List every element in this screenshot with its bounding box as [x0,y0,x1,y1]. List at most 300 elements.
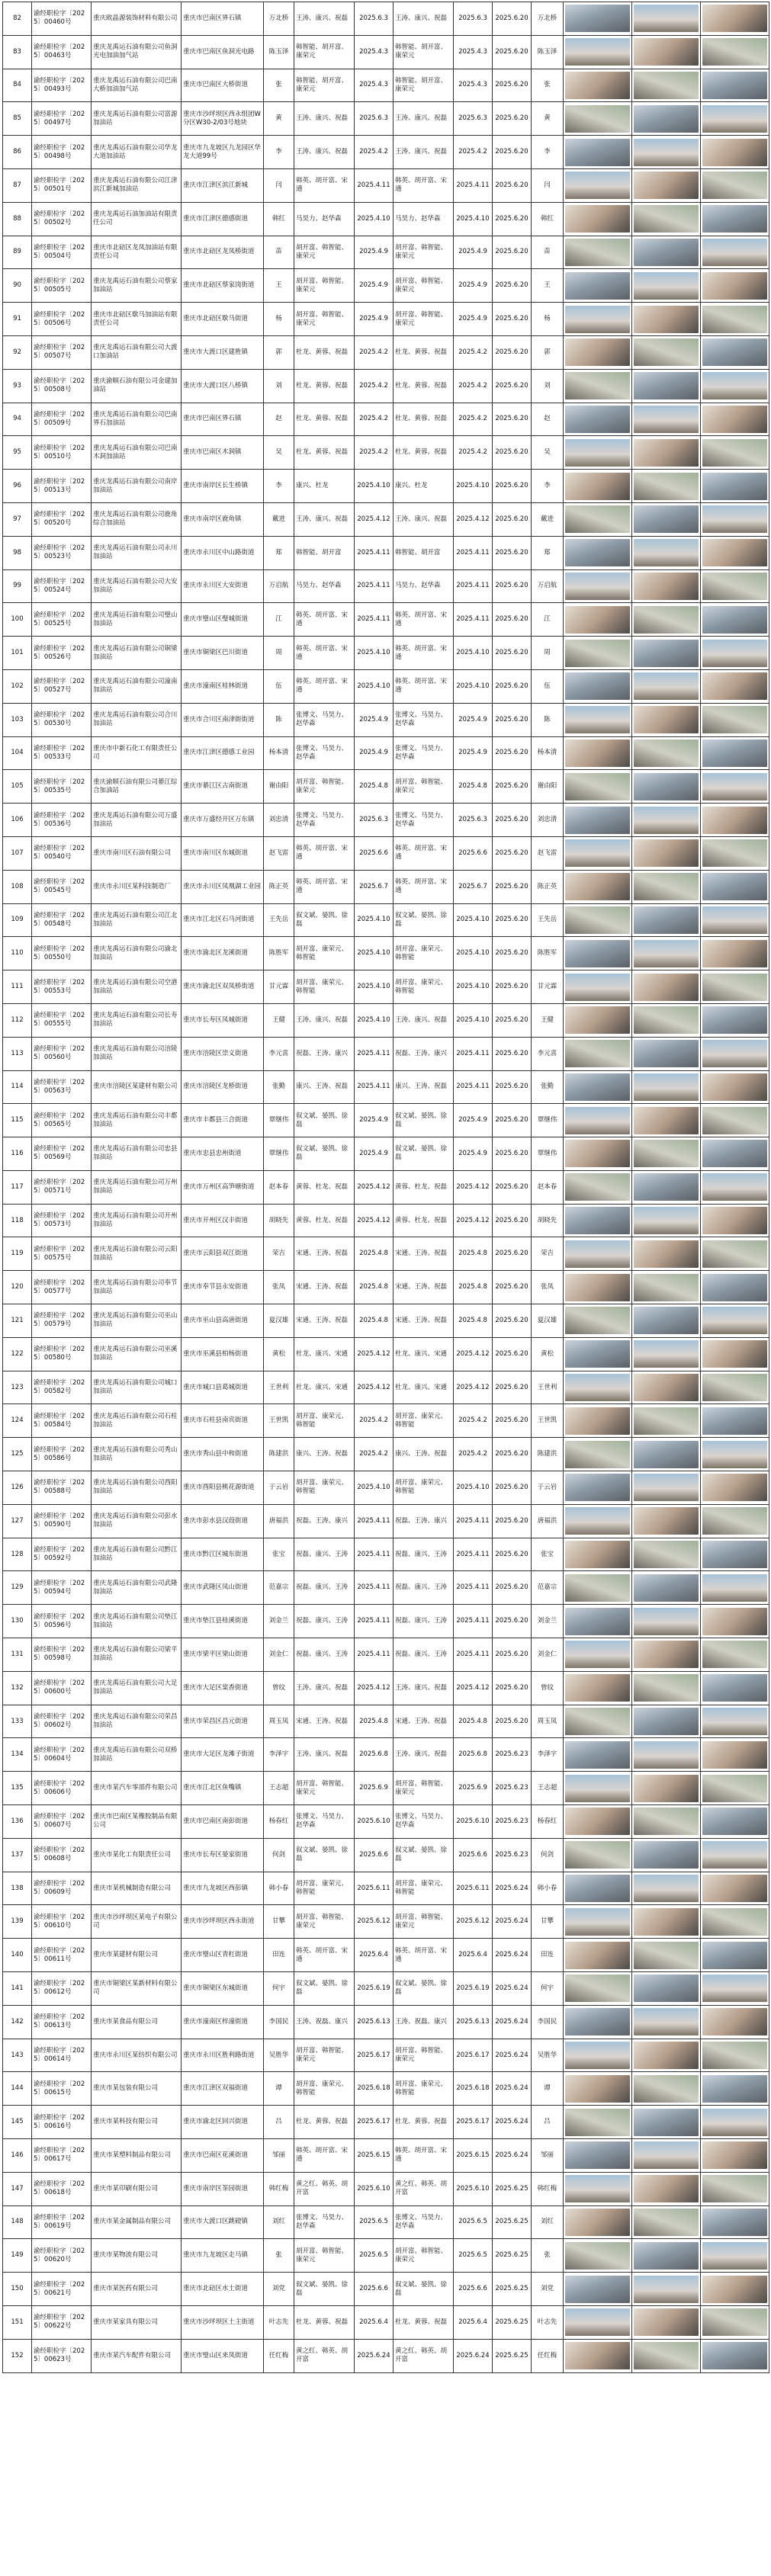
site-photo-image [702,1775,767,1802]
inspection-date-cell: 2025.4.12 [355,1371,394,1404]
site-photo-image [702,2075,767,2103]
inspectors-cell: 康兴、王涛、祝磊 [294,1070,355,1104]
row-number-cell: 145 [3,2106,32,2139]
photo-cell [701,1738,769,1772]
inspectors-cell: 叙文斌、晏凯、徐磊 [294,903,355,937]
inspection-date-cell: 2025.4.8 [355,1237,394,1271]
person-in-charge-cell: 邹丽 [264,2139,294,2173]
photo-cell [632,1471,701,1505]
person-in-charge-cell: 张凤 [264,1271,294,1304]
photo-cell [564,1605,632,1638]
recheck-person-cell: 苗 [532,236,564,269]
inspectors-cell: 黄之红、韩英、胡开富 [294,2172,355,2205]
photo-cell [632,2239,701,2273]
site-photo-image [702,606,767,634]
company-name-cell: 重庆市某塑料制品有限公司 [92,2139,182,2173]
company-name-cell: 重庆市永川区某纺织有限公司 [92,2039,182,2072]
photo-cell [564,403,632,436]
site-photo-image [702,2276,767,2303]
table-row [3,2273,769,2306]
recheck-person-cell: 杨 [532,303,564,336]
site-photo-image [565,873,630,900]
table-row [3,1905,769,1939]
company-name-cell: 重庆市某家具有限公司 [92,2305,182,2339]
company-name-cell: 重庆龙禹运石油加油站有限责任公司 [92,202,182,236]
site-photo-image [565,1942,630,1969]
recheck-inspectors-cell: 杜龙、黄蓉、祝磊 [394,436,454,470]
inspection-date-cell: 2025.6.10 [355,1805,394,1839]
site-photo-image [565,1741,630,1769]
inspection-date-cell: 2025.6.11 [355,1872,394,1905]
recheck-inspectors-cell: 胡开富、韩智能、康荣元 [394,770,454,804]
inspection-date-cell: 2025.4.2 [355,335,394,369]
company-address-cell: 重庆市北碚区水土街道 [182,2273,264,2306]
person-in-charge-cell: 范嘉宗 [264,1571,294,1605]
company-address-cell: 重庆市铜梁区巴川街道 [182,637,264,670]
site-photo-image [702,2042,767,2069]
inspection-date-cell: 2025.4.8 [355,770,394,804]
company-address-cell: 重庆市巫溪县柏杨街道 [182,1337,264,1371]
row-number-cell: 121 [3,1304,32,1338]
company-name-cell: 重庆龙禹运石油有限公司大足加油站 [92,1671,182,1705]
recheck-time-cell: 2025.4.9 [454,736,493,770]
person-in-charge-cell: 江 [264,603,294,637]
recheck-date-cell: 2025.6.20 [493,669,532,703]
company-address-cell: 重庆市巴南区南彭街道 [182,1805,264,1839]
recheck-person-cell: 李 [532,470,564,503]
company-address-cell: 重庆市江北区鱼嘴镇 [182,1772,264,1805]
recheck-person-cell: 甘攀 [532,1905,564,1939]
inspectors-cell: 胡开富、韩智能、康荣元 [294,303,355,336]
site-photo-image [565,505,630,533]
site-photo-image [634,1307,699,1334]
table-row [3,2039,769,2072]
company-name-cell: 重庆龙禹运石油有限公司大安加油站 [92,569,182,603]
row-number-cell: 92 [3,335,32,369]
site-photo-image [634,1173,699,1201]
recheck-time-cell: 2025.6.5 [454,2239,493,2273]
inspection-date-cell: 2025.4.10 [355,637,394,670]
site-photo-image [634,1441,699,1468]
inspection-date-cell: 2025.6.3 [355,804,394,837]
person-in-charge-cell: 曾纹 [264,1671,294,1705]
document-number-cell: 渝经职检字〔2025〕00504号 [32,236,92,269]
company-address-cell: 重庆市梁平区梁山街道 [182,1638,264,1672]
table-row [3,1438,769,1471]
recheck-person-cell: 覃继伟 [532,1104,564,1137]
site-photo-image [702,473,767,500]
company-address-cell: 重庆市永川区凤凰湖工业园 [182,870,264,903]
document-number-cell: 渝经职检字〔2025〕00553号 [32,970,92,1004]
site-photo-image [702,306,767,333]
photo-cell [564,102,632,136]
inspectors-cell: 胡开富、韩智能、康荣元 [294,1772,355,1805]
recheck-date-cell: 2025.6.20 [493,870,532,903]
recheck-inspectors-cell: 张博文、马昊力、赵华森 [394,703,454,736]
recheck-person-cell: 王世凯 [532,1404,564,1438]
company-address-cell: 重庆市秀山县中和街道 [182,1438,264,1471]
company-address-cell: 重庆市璧山区璧城街道 [182,603,264,637]
photo-cell [564,1939,632,1972]
document-number-cell: 渝经职检字〔2025〕00530号 [32,703,92,736]
inspection-date-cell: 2025.4.8 [355,1304,394,1338]
recheck-date-cell: 2025.6.23 [493,1805,532,1839]
recheck-date-cell: 2025.6.24 [493,1905,532,1939]
recheck-person-cell: 何剑 [532,1838,564,1872]
recheck-date-cell: 2025.6.20 [493,1705,532,1738]
person-in-charge-cell: 甘攀 [264,1905,294,1939]
photo-cell [564,1705,632,1738]
document-number-cell: 渝经职检字〔2025〕00505号 [32,269,92,303]
recheck-person-cell: 谢由阳 [532,770,564,804]
recheck-date-cell: 2025.6.20 [493,1438,532,1471]
photo-cell [701,168,769,202]
company-name-cell: 重庆龙禹运石油有限公司忠县加油站 [92,1137,182,1171]
recheck-date-cell: 2025.6.20 [493,168,532,202]
site-photo-image [565,1775,630,1802]
inspection-date-cell: 2025.4.8 [355,1705,394,1738]
person-in-charge-cell: 甘元霖 [264,970,294,1004]
table-row [3,168,769,202]
person-in-charge-cell: 任红梅 [264,2339,294,2372]
photo-cell [701,937,769,970]
table-row [3,136,769,169]
document-number-cell: 渝经职检字〔2025〕00502号 [32,202,92,236]
site-photo-image [702,239,767,266]
person-in-charge-cell: 王健 [264,1003,294,1037]
inspectors-cell: 叙文斌、晏凯、徐磊 [294,1137,355,1171]
recheck-person-cell: 周玉凤 [532,1705,564,1738]
table-row [3,2239,769,2273]
photo-cell [564,2172,632,2205]
person-in-charge-cell: 王 [264,269,294,303]
photo-cell [564,603,632,637]
table-row [3,102,769,136]
inspection-date-cell: 2025.4.11 [355,536,394,569]
recheck-inspectors-cell: 叙文斌、晏凯、徐磊 [394,1972,454,2006]
company-name-cell: 重庆龙禹运石油有限公司巴南木洞加油站 [92,436,182,470]
row-number-cell: 140 [3,1939,32,1972]
site-photo-image [565,1140,630,1167]
site-photo-image [565,807,630,834]
inspectors-cell: 叙文斌、晏凯、徐磊 [294,1972,355,2006]
recheck-person-cell: 胡晓先 [532,1204,564,1237]
document-number-cell: 渝经职检字〔2025〕00586号 [32,1438,92,1471]
site-photo-image [702,2175,767,2202]
row-number-cell: 152 [3,2339,32,2372]
recheck-date-cell: 2025.6.20 [493,69,532,102]
recheck-inspectors-cell: 康兴、王涛、祝磊 [394,1070,454,1104]
site-photo-image [634,2276,699,2303]
inspection-date-cell: 2025.6.6 [355,836,394,870]
table-row [3,236,769,269]
document-number-cell: 渝经职检字〔2025〕00545号 [32,870,92,903]
inspectors-cell: 王涛、祝磊、康兴 [294,2005,355,2039]
recheck-date-cell: 2025.6.20 [493,603,532,637]
recheck-person-cell: 韩红 [532,202,564,236]
recheck-date-cell: 2025.6.25 [493,2239,532,2273]
site-photo-image [634,873,699,900]
site-photo-image [702,1107,767,1134]
person-in-charge-cell: 陈胜军 [264,937,294,970]
inspection-date-cell: 2025.4.10 [355,470,394,503]
photo-cell [632,1137,701,1171]
site-photo-image [565,1641,630,1668]
recheck-date-cell: 2025.6.20 [493,369,532,403]
photo-cell [632,2172,701,2205]
inspectors-cell: 韩智能、胡开富 [294,536,355,569]
recheck-time-cell: 2025.4.8 [454,770,493,804]
document-number-cell: 渝经职检字〔2025〕00550号 [32,937,92,970]
recheck-inspectors-cell: 胡开富、韩智能、康荣元 [394,303,454,336]
inspectors-cell: 杜龙、黄蓉、祝磊 [294,403,355,436]
site-photo-image [702,139,767,166]
site-photo-image [702,1875,767,1902]
company-address-cell: 重庆市大足区龙滩子街道 [182,1738,264,1772]
inspection-date-cell: 2025.4.11 [355,603,394,637]
row-number-cell: 97 [3,502,32,536]
inspection-date-cell: 2025.4.10 [355,903,394,937]
photo-cell [632,1671,701,1705]
company-name-cell: 重庆龙禹运石油有限公司合川加油站 [92,703,182,736]
photo-cell [701,403,769,436]
recheck-date-cell: 2025.6.25 [493,2205,532,2239]
recheck-person-cell: 陈 [532,703,564,736]
photo-cell [632,502,701,536]
site-photo-image [565,1374,630,1401]
site-photo-image [634,672,699,700]
photo-cell [632,269,701,303]
photo-cell [564,202,632,236]
person-in-charge-cell: 赵飞雷 [264,836,294,870]
site-photo-image [702,406,767,433]
recheck-time-cell: 2025.6.12 [454,1905,493,1939]
photo-cell [701,136,769,169]
site-photo-image [702,573,767,600]
person-in-charge-cell: 韩红梅 [264,2172,294,2205]
inspection-date-cell: 2025.6.5 [355,2205,394,2239]
row-number-cell: 101 [3,637,32,670]
inspection-date-cell: 2025.6.13 [355,2005,394,2039]
company-address-cell: 重庆市九龙坡区西彭镇 [182,1872,264,1905]
recheck-date-cell: 2025.6.20 [493,1137,532,1171]
site-photo-image [634,1240,699,1268]
photo-cell [701,335,769,369]
photo-cell [632,1237,701,1271]
inspection-date-cell: 2025.6.12 [355,1905,394,1939]
row-number-cell: 139 [3,1905,32,1939]
photo-cell [632,2205,701,2239]
company-name-cell: 重庆市沙坪坝区某电子有限公司 [92,1905,182,1939]
photo-cell [701,436,769,470]
photo-cell [632,369,701,403]
row-number-cell: 89 [3,236,32,269]
site-photo-image [634,1641,699,1668]
recheck-inspectors-cell: 韩英、胡开富、宋通 [394,870,454,903]
photo-cell [564,2239,632,2273]
photo-cell [632,236,701,269]
recheck-person-cell: 何宇 [532,1972,564,2006]
photo-cell [632,2106,701,2139]
photo-cell [564,1271,632,1304]
company-name-cell: 重庆龙禹运石油有限公司奉节加油站 [92,1271,182,1304]
recheck-date-cell: 2025.6.20 [493,1003,532,1037]
site-photo-image [702,1808,767,1835]
site-photo-image [634,2075,699,2103]
site-photo-image [702,1975,767,2002]
recheck-person-cell: 张凤 [532,1271,564,1304]
inspection-date-cell: 2025.4.11 [355,1070,394,1104]
document-number-cell: 渝经职检字〔2025〕00579号 [32,1304,92,1338]
site-photo-image [702,2109,767,2136]
recheck-person-cell: 万北桥 [532,2,564,36]
inspectors-cell: 马昊力、赵华森 [294,569,355,603]
site-photo-image [565,839,630,867]
inspection-date-cell: 2025.4.2 [355,369,394,403]
photo-cell [632,1538,701,1571]
person-in-charge-cell: 刘 [264,369,294,403]
site-photo-image [702,873,767,900]
recheck-person-cell: 王志超 [532,1772,564,1805]
site-photo-image [634,1474,699,1501]
recheck-person-cell: 叶志先 [532,2305,564,2339]
person-in-charge-cell: 郭 [264,335,294,369]
company-address-cell: 重庆市铜梁区东城街道 [182,1972,264,2006]
site-photo-image [565,2008,630,2035]
photo-cell [701,836,769,870]
recheck-person-cell: 赵本春 [532,1170,564,1204]
recheck-inspectors-cell: 王涛、康兴、祝磊 [394,136,454,169]
document-number-cell: 渝经职检字〔2025〕00575号 [32,1237,92,1271]
site-photo-image [702,2308,767,2336]
site-photo-image [634,372,699,399]
photo-cell [632,770,701,804]
photo-cell [564,2305,632,2339]
document-number-cell: 渝经职检字〔2025〕00602号 [32,1705,92,1738]
recheck-inspectors-cell: 杜龙、黄蓉、祝磊 [394,2106,454,2139]
inspectors-cell: 胡开富、韩智能、康荣元 [294,2239,355,2273]
recheck-date-cell: 2025.6.20 [493,335,532,369]
photo-cell [564,436,632,470]
inspectors-cell: 杜龙、黄蓉、祝磊 [294,2106,355,2139]
document-number-cell: 渝经职检字〔2025〕00506号 [32,303,92,336]
photo-cell [632,2005,701,2039]
site-photo-image [702,5,767,32]
recheck-time-cell: 2025.4.9 [454,1137,493,1171]
site-photo-image [702,205,767,233]
site-photo-image [565,2242,630,2270]
recheck-date-cell: 2025.6.20 [493,836,532,870]
person-in-charge-cell: 王世利 [264,1371,294,1404]
photo-cell [632,2,701,36]
site-photo-image [634,1541,699,1568]
person-in-charge-cell: 李元喜 [264,1037,294,1070]
row-number-cell: 93 [3,369,32,403]
recheck-person-cell: 刘党 [532,2273,564,2306]
inspection-date-cell: 2025.4.3 [355,69,394,102]
table-row [3,303,769,336]
table-row [3,269,769,303]
photo-cell [564,2005,632,2039]
recheck-inspectors-cell: 韩英、胡开富、宋通 [394,669,454,703]
inspectors-cell: 王涛、康兴、祝磊 [294,2,355,36]
photo-cell [632,1438,701,1471]
photo-cell [632,403,701,436]
site-photo-image [702,105,767,133]
photo-cell [632,1104,701,1137]
inspection-date-cell: 2025.4.12 [355,502,394,536]
person-in-charge-cell: 刘金仁 [264,1638,294,1672]
person-in-charge-cell: 叶志先 [264,2305,294,2339]
inspectors-cell: 胡开富、韩智能、康荣元 [294,1905,355,1939]
recheck-person-cell: 张 [532,69,564,102]
recheck-person-cell: 周 [532,637,564,670]
inspection-date-cell: 2025.4.11 [355,1037,394,1070]
recheck-time-cell: 2025.6.8 [454,1738,493,1772]
photo-cell [701,502,769,536]
recheck-person-cell: 刘金仁 [532,1638,564,1672]
recheck-inspectors-cell: 杜龙、康兴、宋通 [394,1337,454,1371]
inspectors-cell: 黄蓉、杜龙、祝磊 [294,1204,355,1237]
recheck-inspectors-cell: 胡开富、康荣元、韩智能 [394,970,454,1004]
table-row [3,1772,769,1805]
document-number-cell: 渝经职检字〔2025〕00604号 [32,1738,92,1772]
recheck-inspectors-cell: 王涛、康兴、祝磊 [394,102,454,136]
recheck-date-cell: 2025.6.20 [493,269,532,303]
person-in-charge-cell: 李 [264,136,294,169]
photo-cell [632,1003,701,1037]
row-number-cell: 129 [3,1571,32,1605]
site-photo-image [634,606,699,634]
document-number-cell: 渝经职检字〔2025〕00497号 [32,102,92,136]
table-row [3,2,769,36]
company-address-cell: 重庆市涪陵区崇义街道 [182,1037,264,1070]
recheck-inspectors-cell: 王涛、康兴、祝磊 [394,1738,454,1772]
company-name-cell: 重庆龙禹运石油有限公司蔡家加油站 [92,269,182,303]
document-number-cell: 渝经职检字〔2025〕00622号 [32,2305,92,2339]
recheck-date-cell: 2025.6.25 [493,2172,532,2205]
site-photo-image [634,1407,699,1435]
company-address-cell: 重庆市潼南区桂林街道 [182,669,264,703]
site-photo-image [565,1006,630,1034]
recheck-inspectors-cell: 宋通、王涛、祝磊 [394,1237,454,1271]
photo-cell [701,637,769,670]
company-name-cell: 重庆龙禹运石油有限公司巴南大桥加油加气站 [92,69,182,102]
company-name-cell: 重庆龙禹运石油有限公司石柱加油站 [92,1404,182,1438]
site-photo-image [565,172,630,199]
row-number-cell: 134 [3,1738,32,1772]
recheck-date-cell: 2025.6.20 [493,35,532,69]
company-name-cell: 重庆龙禹运石油有限公司酉阳加油站 [92,1471,182,1505]
company-address-cell: 重庆市巴南区鱼洞光电路 [182,35,264,69]
recheck-time-cell: 2025.4.2 [454,369,493,403]
photo-cell [701,2205,769,2239]
table-row [3,35,769,69]
site-photo-image [565,1808,630,1835]
photo-cell [632,1705,701,1738]
recheck-time-cell: 2025.4.9 [454,269,493,303]
photo-cell [564,836,632,870]
document-number-cell: 渝经职检字〔2025〕00524号 [32,569,92,603]
document-number-cell: 渝经职检字〔2025〕00580号 [32,1337,92,1371]
photo-cell [701,1805,769,1839]
site-photo-image [702,72,767,99]
recheck-time-cell: 2025.4.2 [454,1438,493,1471]
document-number-cell: 渝经职检字〔2025〕00498号 [32,136,92,169]
person-in-charge-cell: 覃继伟 [264,1137,294,1171]
site-photo-image [634,1207,699,1234]
company-name-cell: 重庆龙禹运石油有限公司富源加油站 [92,102,182,136]
